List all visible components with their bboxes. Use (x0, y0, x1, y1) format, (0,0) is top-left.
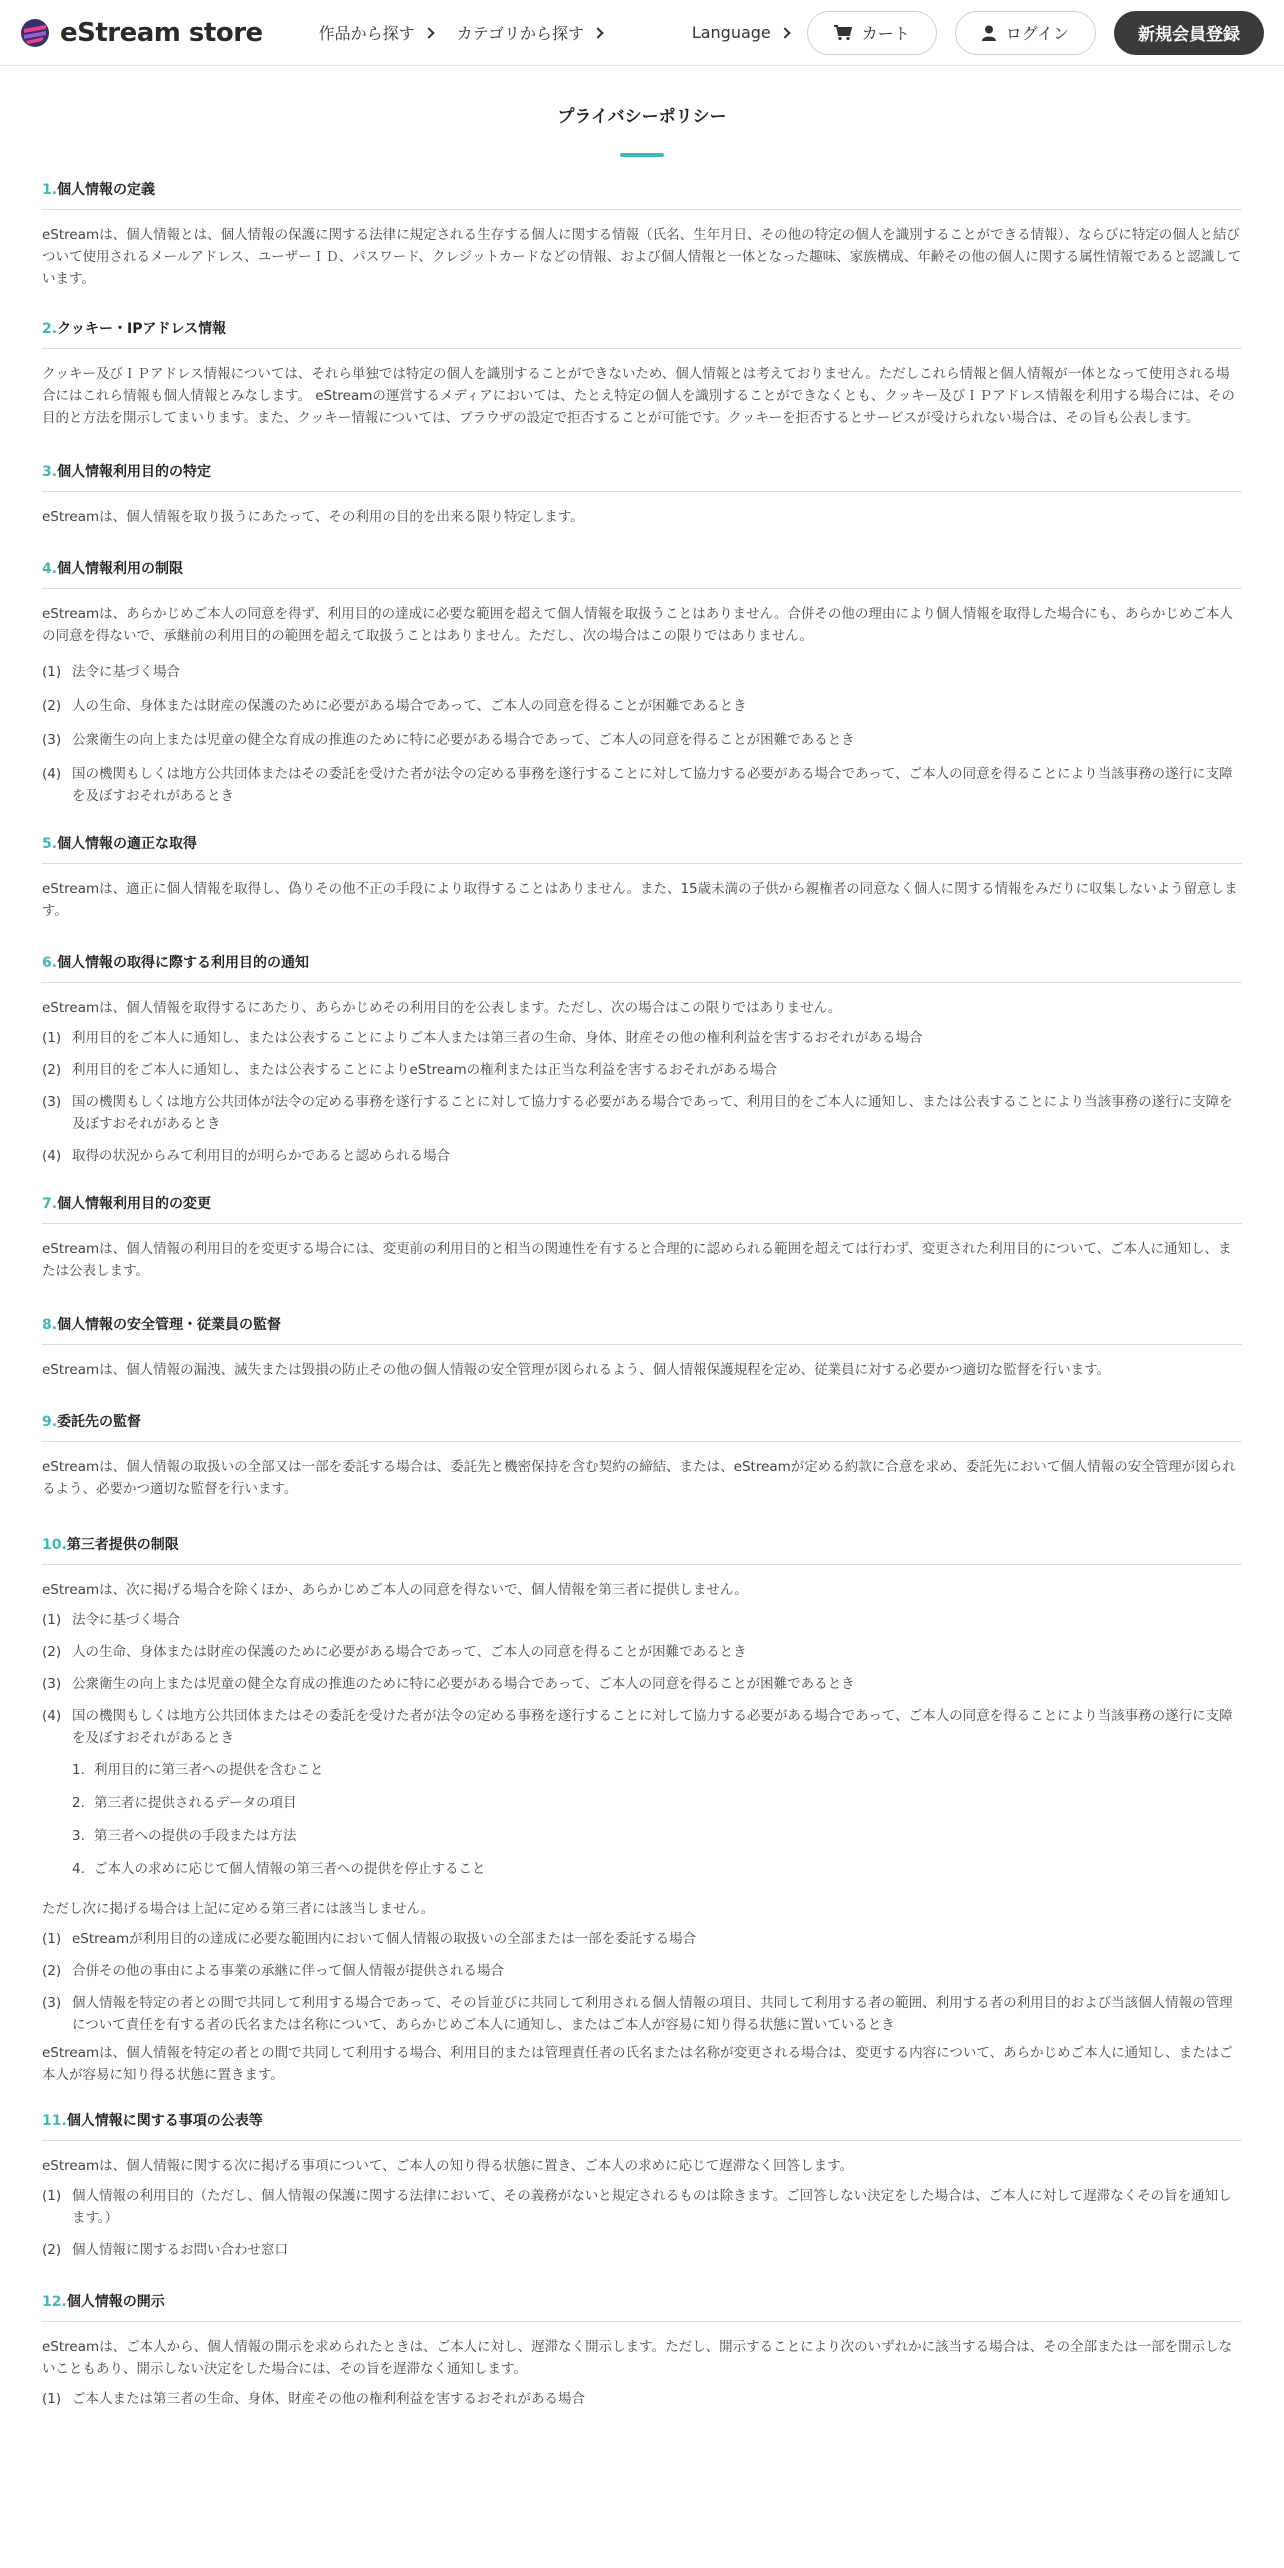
section-number: 1. (42, 182, 58, 198)
list-marker: (1) (42, 1931, 62, 1947)
section-heading (42, 558, 1242, 589)
numbered-list (42, 661, 1242, 807)
chevron-right-icon (592, 27, 603, 38)
list-item (42, 2388, 1242, 2410)
nav-browse-category[interactable] (457, 21, 602, 44)
section-title: 個人情報の定義 (57, 182, 156, 198)
list-marker: (2) (42, 2242, 62, 2258)
section-paragraph: eStreamは、個人情報の漏洩、滅失または毀損の防止その他の個人情報の安全管理が図られるよう、個人情報保護規程を定め、従業員に対する必要かつ適切な監督を行います。 (42, 1362, 1111, 1378)
numbered-list (42, 2388, 1242, 2410)
sub-list-text: 第三者への提供の手段または方法 (94, 1828, 297, 1844)
list-marker: (1) (42, 2391, 62, 2407)
nav-browse-works[interactable] (319, 21, 433, 44)
list-item (42, 661, 1242, 683)
section-heading (42, 1314, 1242, 1345)
section-title: 委託先の監督 (57, 1414, 142, 1430)
estream-logo-icon (20, 18, 50, 48)
section-number: 8. (42, 1317, 58, 1333)
list-text: 個人情報の利用目的（ただし、個人情報の保護に関する法律において、その義務がないと規定されるものは除きます。ご回答しない決定をした場合は、ご本人に対して遅滞なくその旨を通知します。） (72, 2188, 1232, 2226)
section-paragraph: クッキー及びＩＰアドレス情報については、それら単独では特定の個人を識別することができないため、個人情報とは考えておりません。ただしこれら情報と個人情報が一体となって使用される場合にはこれら情報も個人情報とみなします。 eStreamの運営するメディアにおいては、たとえ特定の個人を識別することができなくとも、クッキー及びＩＰアドレス情報を利用する場合には、その目的と方法を開示してまいります。また、クッキー情報については、ブラウザの設定で拒否することが可能です。クッキーを拒否するとサービスが受けられない場合は、その旨も公表します。 (42, 366, 1235, 426)
list-text: 法令に基づく場合 (72, 1612, 180, 1628)
policy-section (42, 558, 1242, 807)
section-number: 4. (42, 561, 58, 577)
section-paragraph: eStreamは、個人情報の取扱いの全部又は一部を委託する場合は、委託先と機密保持を含む契約の締結、または、eStreamが定める約款に合意を求め、委託先において個人情報の安全管理が図られるよう、必要かつ適切な監督を行います。 (42, 1459, 1236, 1497)
numbered-list (42, 2185, 1242, 2261)
section-title: 個人情報利用目的の変更 (57, 1196, 212, 1212)
page-title: プライバシーポリシー (557, 107, 727, 127)
section-number: 11. (42, 2113, 67, 2129)
section-paragraph: eStreamは、個人情報に関する次に掲げる事項について、ご本人の知り得る状態に置き、ご本人の求めに応じて遅滞なく回答します。 (42, 2158, 853, 2174)
section-title: 個人情報の適正な取得 (57, 836, 198, 852)
user-icon (982, 25, 996, 41)
sub-list-marker: 2. (72, 1795, 85, 1811)
list-marker: (4) (42, 1148, 62, 1164)
section-number: 9. (42, 1414, 58, 1430)
section-paragraph: eStreamは、適正に個人情報を取得し、偽りその他不正の手段により取得することはありません。また、15歳未満の子供から親権者の同意なく個人に関する情報をみだりに収集しないよう留意します。 (42, 881, 1238, 919)
chevron-right-icon (779, 27, 790, 38)
list-marker: (1) (42, 1030, 62, 1046)
policy-section (42, 318, 1242, 429)
sub-list-marker: 1. (72, 1762, 85, 1778)
page-title-area (0, 66, 1284, 157)
sub-list-item (72, 1759, 1242, 1781)
sub-list-item (72, 1792, 1242, 1814)
section-heading (42, 952, 1242, 983)
logo[interactable] (20, 18, 263, 48)
list-item (42, 1928, 1242, 1950)
list-item (42, 763, 1242, 807)
section-paragraph: eStreamは、個人情報を取り扱うにあたって、その利用の目的を出来る限り特定します。 (42, 509, 584, 525)
login-button[interactable] (955, 11, 1096, 55)
cart-button[interactable] (807, 11, 937, 55)
policy-section (42, 1193, 1242, 1282)
list-text: 合併その他の事由による事業の承継に伴って個人情報が提供される場合 (72, 1963, 504, 1979)
list-item (42, 1609, 1242, 1631)
list-marker: (1) (42, 2188, 62, 2204)
section-heading (42, 1534, 1242, 1565)
section-title: 第三者提供の制限 (66, 1537, 179, 1553)
section-number: 3. (42, 464, 58, 480)
section-title: 個人情報の開示 (66, 2294, 165, 2310)
main-nav (319, 21, 602, 44)
nav-browse-works-label: 作品から探す (318, 24, 415, 43)
section-paragraph: eStreamは、あらかじめご本人の同意を得ず、利用目的の達成に必要な範囲を超えて個人情報を取扱うことはありません。合併その他の理由により個人情報を取得した場合にも、あらかじめご本人の同意を得ないで、承継前の利用目的の範囲を超えて取扱うことはありません。ただし、次の場合はこの限りではありません。 (42, 606, 1233, 644)
list-text: 人の生命、身体または財産の保護のために必要がある場合であって、ご本人の同意を得ることが困難であるとき (72, 1644, 747, 1660)
list-marker: (1) (42, 1612, 62, 1628)
list-item (42, 1091, 1242, 1135)
list-marker: (3) (42, 732, 62, 748)
list-marker: (4) (42, 766, 62, 782)
list-marker: (3) (42, 1094, 62, 1110)
list-item (42, 695, 1242, 717)
sub-list-text: ご本人の求めに応じて個人情報の第三者への提供を停止すること (94, 1861, 486, 1877)
login-label: ログイン (1005, 24, 1069, 43)
list-text: 国の機関もしくは地方公共団体またはその委託を受けた者が法令の定める事務を遂行することに対して協力する必要がある場合であって、ご本人の同意を得ることにより当該事務の遂行に支障を及ぼすおそれがあるとき (72, 1708, 1233, 1746)
sub-list-text: 第三者に提供されるデータの項目 (94, 1795, 297, 1811)
section-title: 個人情報に関する事項の公表等 (66, 2113, 263, 2129)
section-heading (42, 318, 1242, 349)
list-item (42, 729, 1242, 751)
sub-list-marker: 4. (72, 1861, 85, 1877)
section-heading (42, 833, 1242, 864)
numbered-list (42, 1609, 1242, 1749)
list-marker: (1) (42, 664, 62, 680)
register-button[interactable]: 新規会員登録 (1114, 11, 1264, 55)
list-text: 利用目的をご本人に通知し、または公表することによりeStreamの権利または正当な利益を害するおそれがある場合 (72, 1062, 778, 1078)
list-text: 利用目的をご本人に通知し、または公表することによりご本人または第三者の生命、身体、財産その他の権利利益を害するおそれがある場合 (72, 1030, 923, 1046)
header-actions (692, 11, 1264, 55)
list-text: 国の機関もしくは地方公共団体またはその委託を受けた者が法令の定める事務を遂行することに対して協力する必要がある場合であって、ご本人の同意を得ることにより当該事務の遂行に支障を及ぼすおそれがあるとき (72, 766, 1233, 804)
list-item (42, 1960, 1242, 1982)
numbered-list (42, 1027, 1242, 1167)
policy-section (42, 461, 1242, 528)
section-paragraph: eStreamは、個人情報を取得するにあたり、あらかじめその利用目的を公表します。ただし、次の場合はこの限りではありません。 (42, 1000, 842, 1016)
list-text: 公衆衛生の向上または児童の健全な育成の推進のために特に必要がある場合であって、ご本人の同意を得ることが困難であるとき (72, 1676, 855, 1692)
list-item (42, 1673, 1242, 1695)
section-number: 6. (42, 955, 58, 971)
list-marker: (2) (42, 1963, 62, 1979)
policy-section (42, 952, 1242, 1167)
list-text: eStreamが利用目的の達成に必要な範囲内において個人情報の取扱いの全部または一部を委託する場合 (72, 1931, 697, 1947)
cart-icon (834, 25, 852, 41)
section-title: 個人情報利用目的の特定 (57, 464, 212, 480)
list-text: ご本人または第三者の生命、身体、財産その他の権利利益を害するおそれがある場合 (72, 2391, 585, 2407)
section-paragraph: eStreamは、個人情報の利用目的を変更する場合には、変更前の利用目的と相当の関連性を有すると合理的に認められる範囲を超えては行わず、変更された利用目的について、ご本人に通知し、または公表します。 (42, 1241, 1232, 1279)
section-heading (42, 179, 1242, 210)
policy-content (0, 157, 1284, 2410)
list-marker: (2) (42, 1062, 62, 1078)
sub-list-item (72, 1858, 1242, 1880)
language-selector[interactable] (692, 23, 789, 42)
section-number: 5. (42, 836, 58, 852)
list-text: 人の生命、身体または財産の保護のために必要がある場合であって、ご本人の同意を得ることが困難であるとき (72, 698, 747, 714)
section-title: 個人情報の安全管理・従業員の監督 (57, 1317, 282, 1333)
list-item (42, 1992, 1242, 2036)
sub-list-marker: 3. (72, 1828, 85, 1844)
section-heading (42, 1411, 1242, 1442)
section-title: 個人情報の取得に際する利用目的の通知 (57, 955, 310, 971)
policy-section (42, 1314, 1242, 1381)
list-text: 国の機関もしくは地方公共団体が法令の定める事務を遂行することに対して協力する必要がある場合であって、利用目的をご本人に通知し、または公表することにより当該事務の遂行に支障を及ぼすおそれがあるとき (72, 1094, 1233, 1132)
language-label: Language (691, 23, 771, 42)
numbered-list (42, 1928, 1242, 2036)
list-marker: (3) (42, 1995, 62, 2011)
section-paragraph: eStreamは、次に掲げる場合を除くほか、あらかじめご本人の同意を得ないで、個人情報を第三者に提供しません。 (42, 1582, 748, 1598)
list-marker: (4) (42, 1708, 62, 1724)
section-paragraph: ただし次に掲げる場合は上記に定める第三者には該当しません。 (42, 1901, 435, 1917)
section-paragraph: eStreamは、個人情報とは、個人情報の保護に関する法律に規定される生存する個人に関する情報（氏名、生年月日、その他の特定の個人を識別することができる情報）、ならびに特定の個人と結びついて使用されるメールアドレス、ユーザーＩＤ、パスワード、クレジットカードなどの情報、および個人情報と一体となった趣味、家族構成、年齢その他の個人に関する属性情報であると認識しています。 (42, 227, 1242, 287)
nav-browse-category-label: カテゴリから探す (456, 24, 585, 43)
section-heading (42, 2291, 1242, 2322)
list-item (42, 1059, 1242, 1081)
list-item (42, 1027, 1242, 1049)
section-heading (42, 2110, 1242, 2141)
policy-section (42, 179, 1242, 290)
policy-section (42, 1534, 1242, 2086)
list-item (42, 1641, 1242, 1663)
list-marker: (3) (42, 1676, 62, 1692)
sub-list (42, 1759, 1242, 1880)
section-paragraph: eStreamは、個人情報を特定の者との間で共同して利用する場合、利用目的または管理責任者の氏名または名称が変更される場合は、変更する内容について、あらかじめご本人に通知し、またはご本人が容易に知り得る状態に置きます。 (42, 2045, 1233, 2083)
sub-list-text: 利用目的に第三者への提供を含むこと (94, 1762, 324, 1778)
list-text: 個人情報を特定の者との間で共同して利用する場合であって、その旨並びに共同して利用される個人情報の項目、共同して利用する者の範囲、利用する者の利用目的および当該個人情報の管理について責任を有する者の氏名または名称について、あらかじめご本人に通知し、またはご本人が容易に知り得る状態に置いているとき (72, 1995, 1233, 2033)
section-title: 個人情報利用の制限 (57, 561, 184, 577)
list-item (42, 1705, 1242, 1749)
list-text: 法令に基づく場合 (72, 664, 180, 680)
policy-section (42, 2110, 1242, 2261)
list-text: 公衆衛生の向上または児童の健全な育成の推進のために特に必要がある場合であって、ご本人の同意を得ることが困難であるとき (72, 732, 855, 748)
section-heading (42, 461, 1242, 492)
list-marker: (2) (42, 698, 62, 714)
section-paragraph: eStreamは、ご本人から、個人情報の開示を求められたときは、ご本人に対し、遅滞なく開示します。ただし、開示することにより次のいずれかに該当する場合は、その全部または一部を開示しないこともあり、開示しない決定をした場合には、その旨を遅滞なく通知します。 (42, 2339, 1233, 2377)
policy-section (42, 1411, 1242, 1500)
chevron-right-icon (423, 27, 434, 38)
cart-label: カート (861, 24, 910, 43)
list-item (42, 2239, 1242, 2261)
section-number: 7. (42, 1196, 58, 1212)
list-text: 個人情報に関するお問い合わせ窓口 (72, 2242, 288, 2258)
section-number: 12. (42, 2294, 67, 2310)
list-item (42, 2185, 1242, 2229)
section-number: 2. (42, 321, 58, 337)
policy-section (42, 833, 1242, 922)
logo-text: eStream store (60, 17, 263, 48)
list-item (42, 1145, 1242, 1167)
section-title: クッキー・IPアドレス情報 (57, 321, 227, 337)
sub-list-item (72, 1825, 1242, 1847)
section-number: 10. (42, 1537, 67, 1553)
policy-section (42, 2291, 1242, 2410)
site-header (0, 0, 1284, 66)
list-marker: (2) (42, 1644, 62, 1660)
list-text: 取得の状況からみて利用目的が明らかであると認められる場合 (72, 1148, 450, 1164)
section-heading (42, 1193, 1242, 1224)
